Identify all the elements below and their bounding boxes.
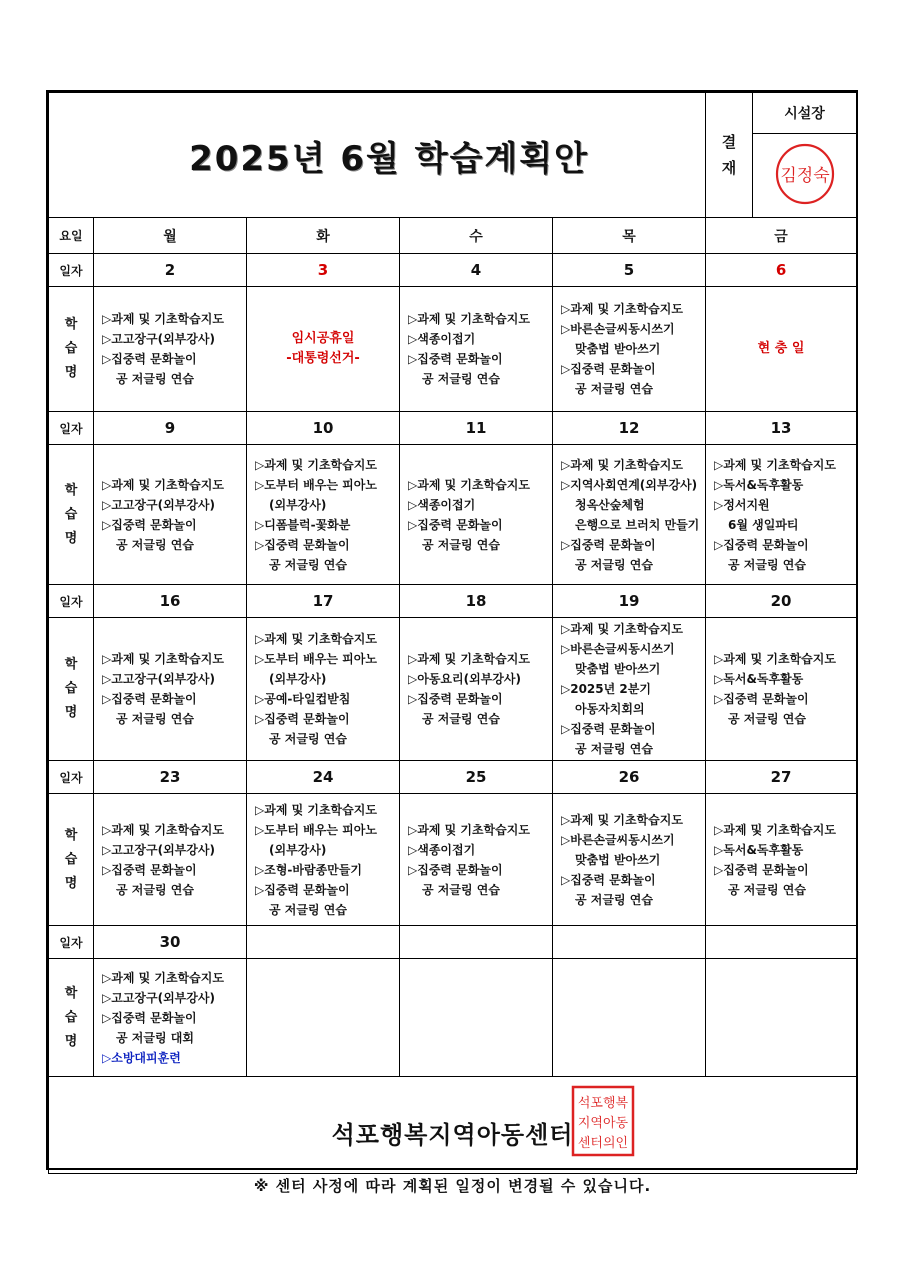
date-cell xyxy=(706,926,857,959)
date-cell: 18 xyxy=(400,585,553,618)
plan-frame xyxy=(46,90,858,1170)
activity-line: 공 저글링 연습 xyxy=(575,742,653,756)
activity-line: ▷공예-타일컵받침 xyxy=(255,692,351,706)
activity-line: ▷조형-바람종만들기 xyxy=(255,862,362,877)
activity-line: ▷과제 및 기초학습지도 xyxy=(408,822,530,837)
activity-cell xyxy=(94,287,247,412)
activity-cell xyxy=(553,445,706,585)
date-cell xyxy=(553,926,706,959)
activity-cell xyxy=(247,794,400,926)
date-label: 일자 xyxy=(49,761,94,794)
activity-line: 공 저글링 연습 xyxy=(728,712,806,726)
activity-label xyxy=(49,618,94,761)
activity-label-char: 명 xyxy=(64,875,78,891)
activity-line: ▷독서&독후활동 xyxy=(714,672,804,686)
activity-line: ▷집중력 문화놀이 xyxy=(255,882,350,897)
activity-line: ▷고고장구(외부강사) xyxy=(102,990,215,1005)
date-cell: 2 xyxy=(94,254,247,287)
date-cell: 13 xyxy=(706,412,857,445)
activity-line: ▷고고장구(외부강사) xyxy=(102,672,215,686)
activity-line: 맞춤법 받아쓰기 xyxy=(575,342,661,356)
activity-label-char: 습 xyxy=(64,1009,78,1025)
activity-row xyxy=(49,445,857,585)
activity-line: 공 저글링 연습 xyxy=(575,557,653,572)
activity-label-char: 명 xyxy=(64,530,78,546)
weekday-label: 요일 xyxy=(49,218,94,254)
activity-line: ▷지역사회연계(외부강사) xyxy=(561,477,698,492)
date-cell: 11 xyxy=(400,412,553,445)
date-cell: 19 xyxy=(553,585,706,618)
activity-line: 공 저글링 연습 xyxy=(269,557,347,572)
date-cell: 17 xyxy=(247,585,400,618)
activity-line: ▷집중력 문화놀이 xyxy=(102,1010,197,1025)
activity-line: ▷도부터 배우는 피아노 xyxy=(255,477,377,492)
activity-line: ▷고고장구(외부강사) xyxy=(102,497,215,512)
activity-row xyxy=(49,959,857,1077)
activity-line: ▷과제 및 기초학습지도 xyxy=(102,822,224,837)
activity-line: ▷바른손글씨동시쓰기 xyxy=(561,322,675,336)
activity-label-char: 습 xyxy=(64,681,78,696)
activity-cell xyxy=(400,959,553,1077)
activity-line: 6월 생일파티 xyxy=(728,517,799,532)
activity-line: 공 저글링 연습 xyxy=(116,372,194,386)
plan-table xyxy=(48,92,857,1174)
activity-label-char: 습 xyxy=(64,851,78,867)
activity-cell xyxy=(553,794,706,926)
activity-cell xyxy=(94,794,247,926)
date-cell: 27 xyxy=(706,761,857,794)
activity-label-char: 학 xyxy=(64,985,78,1001)
activity-line: ▷2025년 2분기 xyxy=(561,682,651,696)
activity-line: ▷집중력 문화놀이 xyxy=(102,692,197,706)
activity-line: 청옥산숲체험 xyxy=(575,497,645,512)
date-cell: 9 xyxy=(94,412,247,445)
activity-line: ▷집중력 문화놀이 xyxy=(255,712,350,726)
activity-row xyxy=(49,794,857,926)
director-stamp xyxy=(773,142,837,206)
activity-line: ▷과제 및 기초학습지도 xyxy=(255,802,377,817)
date-row xyxy=(49,254,857,287)
activity-cell xyxy=(400,445,553,585)
activity-line: ▷색종이접기 xyxy=(408,497,476,512)
activity-cell xyxy=(247,959,400,1077)
activity-line: 공 저글링 연습 xyxy=(422,882,500,897)
activity-line: ▷과제 및 기초학습지도 xyxy=(102,652,224,666)
activity-line: ▷집중력 문화놀이 xyxy=(561,722,656,736)
approval-role: 시설장 xyxy=(753,93,857,134)
activity-line: ▷집중력 문화놀이 xyxy=(408,692,503,706)
activity-line: ▷독서&독후활동 xyxy=(714,842,804,857)
activity-line: 공 저글링 연습 xyxy=(575,382,653,396)
activity-line: 공 저글링 연습 xyxy=(269,732,347,746)
activity-line: 공 저글링 연습 xyxy=(422,372,500,386)
activity-line: ▷집중력 문화놀이 xyxy=(102,862,197,877)
date-cell: 20 xyxy=(706,585,857,618)
activity-line: ▷독서&독후활동 xyxy=(714,477,804,492)
weekday-row xyxy=(49,218,857,254)
activity-line: 공 저글링 연습 xyxy=(575,892,653,907)
activity-line: ▷집중력 문화놀이 xyxy=(408,517,503,532)
activity-line: ▷과제 및 기초학습지도 xyxy=(102,477,224,492)
activity-line: (외부강사) xyxy=(269,842,327,857)
date-label: 일자 xyxy=(49,254,94,287)
activity-line: ▷집중력 문화놀이 xyxy=(255,537,350,552)
activity-cell xyxy=(706,618,857,761)
activity-line: ▷집중력 문화놀이 xyxy=(561,537,656,552)
activity-label-char: 학 xyxy=(64,482,78,498)
seal-line-1: 석포행복 xyxy=(577,1096,629,1111)
weekday-cell: 금 xyxy=(706,218,857,254)
activity-cell xyxy=(94,618,247,761)
activity-line: ▷과제 및 기초학습지도 xyxy=(102,970,224,985)
date-label: 일자 xyxy=(49,412,94,445)
activity-line: ▷과제 및 기초학습지도 xyxy=(408,652,530,666)
activity-line: 공 저글링 대회 xyxy=(116,1030,194,1045)
activity-line: ▷색종이접기 xyxy=(408,842,476,857)
date-cell: 26 xyxy=(553,761,706,794)
activity-line: 맞춤법 받아쓰기 xyxy=(575,662,661,676)
activity-line: ▷아동요리(외부강사) xyxy=(408,672,521,686)
activity-cell xyxy=(553,959,706,1077)
date-cell: 30 xyxy=(94,926,247,959)
date-label: 일자 xyxy=(49,926,94,959)
activity-line: ▷고고장구(외부강사) xyxy=(102,842,215,857)
date-cell xyxy=(400,926,553,959)
date-cell: 23 xyxy=(94,761,247,794)
date-cell: 16 xyxy=(94,585,247,618)
activity-line: 은행으로 브러치 만들기 xyxy=(575,517,700,532)
holiday-cell xyxy=(706,287,857,412)
activity-line: ▷고고장구(외부강사) xyxy=(102,332,215,346)
organization-seal xyxy=(571,1085,635,1157)
activity-line: ▷바른손글씨동시쓰기 xyxy=(561,642,675,656)
activity-line: ▷집중력 문화놀이 xyxy=(102,517,197,532)
activity-cell xyxy=(94,445,247,585)
holiday-text: -대통령선거- xyxy=(286,351,360,366)
date-label: 일자 xyxy=(49,585,94,618)
activity-cell xyxy=(553,618,706,761)
activity-cell xyxy=(400,287,553,412)
activity-line: 공 저글링 연습 xyxy=(116,882,194,897)
footer-cell xyxy=(49,1077,857,1174)
activity-line: 공 저글링 연습 xyxy=(728,557,806,572)
date-row xyxy=(49,585,857,618)
weekday-cell: 화 xyxy=(247,218,400,254)
schedule-grid xyxy=(49,218,857,1077)
activity-line: ▷과제 및 기초학습지도 xyxy=(408,477,530,492)
activity-line: (외부강사) xyxy=(269,672,327,686)
activity-label xyxy=(49,959,94,1077)
activity-line: ▷집중력 문화놀이 xyxy=(561,872,656,887)
holiday-cell xyxy=(247,287,400,412)
activity-line: 공 저글링 연습 xyxy=(116,712,194,726)
activity-cell xyxy=(247,445,400,585)
activity-line: ▷과제 및 기초학습지도 xyxy=(714,652,836,666)
activity-line: 공 저글링 연습 xyxy=(422,537,500,552)
activity-line: ▷과제 및 기초학습지도 xyxy=(561,302,683,316)
activity-line: 맞춤법 받아쓰기 xyxy=(575,852,661,867)
activity-line: ▷과제 및 기초학습지도 xyxy=(255,457,377,472)
activity-row xyxy=(49,287,857,412)
activity-line: ▷과제 및 기초학습지도 xyxy=(561,457,683,472)
title-cell xyxy=(49,93,706,218)
page-title: 2025년 6월 학습계획안 xyxy=(189,138,589,179)
activity-label-char: 학 xyxy=(64,827,78,843)
date-row xyxy=(49,761,857,794)
approval-label: 결 재 xyxy=(706,93,753,218)
date-row xyxy=(49,412,857,445)
activity-line: ▷도부터 배우는 피아노 xyxy=(255,822,377,837)
activity-cell xyxy=(706,445,857,585)
activity-line: ▷집중력 문화놀이 xyxy=(408,352,503,366)
activity-line: 공 저글링 연습 xyxy=(116,537,194,552)
weekday-cell: 월 xyxy=(94,218,247,254)
activity-line: ▷집중력 문화놀이 xyxy=(714,537,809,552)
activity-line: 공 저글링 연습 xyxy=(422,712,500,726)
date-cell: 10 xyxy=(247,412,400,445)
activity-label xyxy=(49,445,94,585)
activity-cell xyxy=(706,959,857,1077)
activity-line: ▷집중력 문화놀이 xyxy=(714,692,809,706)
activity-line: ▷도부터 배우는 피아노 xyxy=(255,652,377,666)
activity-label-char: 학 xyxy=(64,657,78,672)
activity-line: ▷집중력 문화놀이 xyxy=(102,352,197,366)
seal-line-3: 센터의인 xyxy=(577,1136,629,1151)
activity-line: ▷과제 및 기초학습지도 xyxy=(408,312,530,326)
date-cell xyxy=(247,926,400,959)
activity-line: ▷과제 및 기초학습지도 xyxy=(561,622,683,636)
holiday-text: 현 충 일 xyxy=(757,341,805,356)
holiday-text: 임시공휴일 xyxy=(291,331,355,346)
activity-line: ▷바른손글씨동시쓰기 xyxy=(561,832,675,847)
activity-cell xyxy=(400,618,553,761)
activity-label xyxy=(49,287,94,412)
activity-label-char: 명 xyxy=(64,705,78,720)
notice-text: ※ 센터 사정에 따라 계획된 일정이 변경될 수 있습니다. xyxy=(253,1177,652,1195)
activity-label-char: 학 xyxy=(64,317,78,332)
approval-stamp-box xyxy=(753,134,857,218)
activity-line: (외부강사) xyxy=(269,497,327,512)
activity-cell xyxy=(553,287,706,412)
activity-row xyxy=(49,618,857,761)
activity-line: 공 저글링 연습 xyxy=(269,902,347,917)
activity-cell xyxy=(247,618,400,761)
activity-line: 공 저글링 연습 xyxy=(728,882,806,897)
activity-line: 아동자치회의 xyxy=(575,702,645,716)
weekday-cell: 수 xyxy=(400,218,553,254)
activity-line: ▷집중력 문화놀이 xyxy=(561,362,656,376)
date-cell: 6 xyxy=(706,254,857,287)
date-cell: 4 xyxy=(400,254,553,287)
date-cell: 3 xyxy=(247,254,400,287)
activity-line: ▷디폼블럭-꽃화분 xyxy=(255,517,351,532)
special-event-line: ▷소방대피훈련 xyxy=(102,1050,181,1065)
date-cell: 24 xyxy=(247,761,400,794)
weekday-cell: 목 xyxy=(553,218,706,254)
seal-line-2: 지역아동 xyxy=(577,1116,629,1131)
activity-line: ▷과제 및 기초학습지도 xyxy=(714,457,836,472)
activity-cell xyxy=(706,794,857,926)
activity-line: ▷정서지원 xyxy=(714,497,770,512)
activity-line: ▷과제 및 기초학습지도 xyxy=(255,632,377,646)
activity-label-char: 명 xyxy=(64,365,78,380)
activity-line: ▷과제 및 기초학습지도 xyxy=(102,312,224,326)
activity-line: ▷집중력 문화놀이 xyxy=(714,862,809,877)
activity-cell xyxy=(400,794,553,926)
activity-label-char: 습 xyxy=(64,506,78,522)
activity-label xyxy=(49,794,94,926)
activity-line: ▷색종이접기 xyxy=(408,332,476,346)
activity-cell xyxy=(94,959,247,1077)
organization-name: 석포행복지역아동센터 xyxy=(331,1120,574,1149)
activity-label-char: 명 xyxy=(64,1033,78,1049)
activity-line: ▷과제 및 기초학습지도 xyxy=(714,822,836,837)
activity-label-char: 습 xyxy=(64,341,78,356)
date-cell: 12 xyxy=(553,412,706,445)
activity-line: ▷과제 및 기초학습지도 xyxy=(561,812,683,827)
director-stamp-text: 김정숙 xyxy=(779,165,830,186)
date-row xyxy=(49,926,857,959)
activity-line: ▷집중력 문화놀이 xyxy=(408,862,503,877)
date-cell: 5 xyxy=(553,254,706,287)
date-cell: 25 xyxy=(400,761,553,794)
